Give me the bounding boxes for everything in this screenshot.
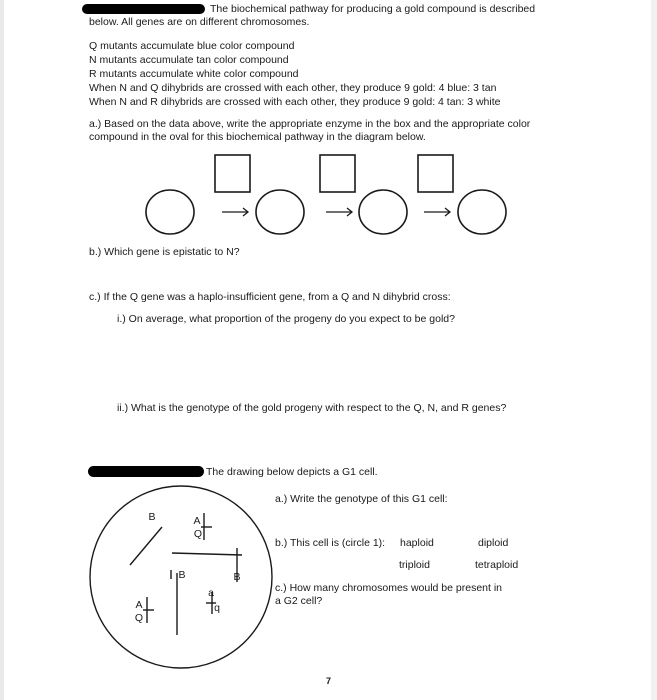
q2-part-c-line1: c.) How many chromosomes would be present in [275, 582, 503, 594]
enzyme-box-3[interactable] [418, 155, 453, 192]
option-triploid[interactable]: triploid [399, 559, 430, 571]
label-a-top: A [193, 515, 201, 527]
label-a-left: A [135, 599, 143, 611]
q1-part-a-line2: compound in the oval for this biochemical pathway in the diagram below. [89, 131, 426, 143]
q1-part-c-i: i.) On average, what proportion of the progeny do you expect to be gold? [117, 313, 455, 325]
page-shadow-left [0, 0, 4, 700]
label-a-right: a [208, 587, 214, 599]
q1-part-a-line1: a.) Based on the data above, write the appropriate enzyme in the box and the appropriate color [89, 118, 531, 130]
q2-part-b-label: b.) This cell is (circle 1): [275, 537, 386, 549]
arrow-3 [424, 208, 450, 216]
cell-membrane [90, 486, 272, 668]
option-haploid[interactable]: haploid [400, 537, 434, 549]
fact-n-mutants: N mutants accumulate tan color compound [89, 54, 289, 66]
compound-oval-2[interactable] [256, 190, 304, 234]
redaction-bar-q2 [88, 466, 204, 477]
compound-oval-4[interactable] [458, 190, 506, 234]
label-b-vertical: B [233, 571, 241, 583]
enzyme-box-1[interactable] [215, 155, 250, 192]
option-diploid[interactable]: diploid [478, 537, 509, 549]
compound-oval-1[interactable] [146, 190, 194, 234]
q1-intro-line2: below. All genes are on different chromosomes. [89, 16, 310, 28]
q1-part-b: b.) Which gene is epistatic to N? [89, 246, 240, 258]
label-q-right: q [214, 602, 220, 614]
q2-part-a: a.) Write the genotype of this G1 cell: [275, 493, 448, 505]
option-tetraploid[interactable]: tetraploid [475, 559, 519, 571]
arrow-2 [326, 208, 352, 216]
chromosome-horizontal [172, 553, 242, 555]
label-q-left: Q [134, 612, 144, 624]
fact-r-mutants: R mutants accumulate white color compound [89, 68, 299, 80]
q1-part-c: c.) If the Q gene was a haplo-insufficient gene, from a Q and N dihybrid cross: [89, 291, 451, 303]
q2-part-c-line2: a G2 cell? [275, 595, 323, 607]
label-q-top: Q [193, 528, 203, 540]
label-b-diagonal: B [148, 511, 156, 523]
page-number: 7 [326, 676, 332, 686]
enzyme-box-2[interactable] [320, 155, 355, 192]
q1-intro-line1: The biochemical pathway for producing a gold compound is described [210, 3, 536, 15]
q2-intro: The drawing below depicts a G1 cell. [206, 466, 378, 478]
fact-nq-cross: When N and Q dihybrids are crossed with each other, they produce 9 gold: 4 blue: 3 tan [89, 82, 497, 94]
arrow-1 [222, 208, 248, 216]
compound-oval-3[interactable] [359, 190, 407, 234]
page-shadow-right [651, 0, 657, 700]
q1-part-c-ii: ii.) What is the genotype of the gold progeny with respect to the Q, N, and R genes? [117, 402, 507, 414]
fact-q-mutants: Q mutants accumulate blue color compound [89, 40, 295, 52]
fact-nr-cross: When N and R dihybrids are crossed with each other, they produce 9 gold: 4 tan: 3 white [89, 96, 501, 108]
chromosome-diagonal [130, 527, 162, 565]
redaction-bar-q1 [82, 4, 205, 14]
label-b-horizontal: B [178, 569, 186, 581]
